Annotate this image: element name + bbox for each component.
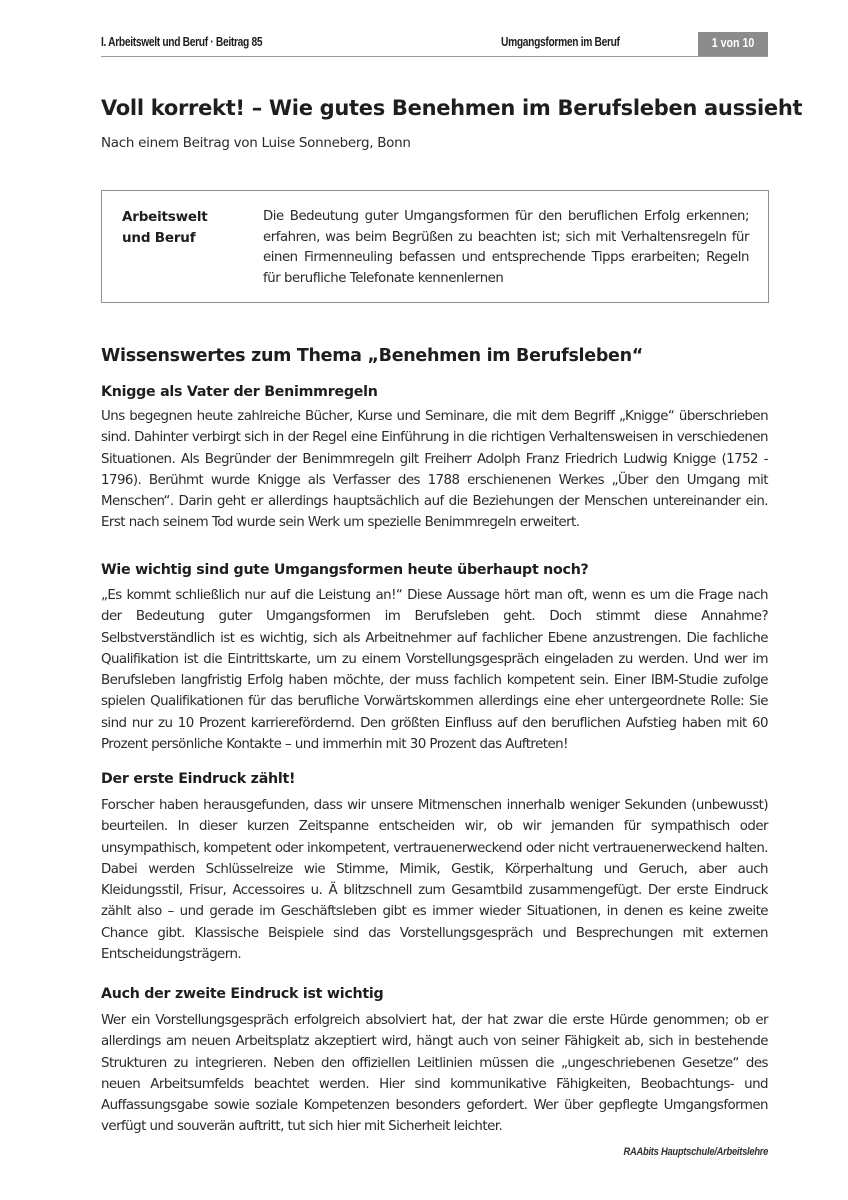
subsection-text-knigge: Uns begegnen heute zahlreiche Bücher, Kurse und Seminare, die mit dem Begriff „Knigge“ überschrieben sind. Dahinter verbirgt sich in der Regel eine Einführung in die richtigen Verhaltensweisen in verschiedenen Situationen. Als Begründer der Benimmregeln gilt Freiherr Adolph Franz Friedrich Ludwig Knigge (1752 - 1796). Berühmt wurde Knigge als Verfasser des 1788 erschienenen Werkes „Über den Umgang mit Menschen“. Darin geht er allerdings hauptsächlich auf die Beziehungen der Menschen untereinander ein. Erst nach seinem Tod wurde sein Werk um spezielle Benimmregeln erweitert. — [101, 409, 768, 531]
subsection-heading-knigge: Knigge als Vater der Benimmregeln — [101, 384, 378, 400]
footer-publisher: RAAbits Hauptschule/Arbeitslehre — [623, 1146, 768, 1158]
document-byline: Nach einem Beitrag von Luise Sonneberg, Bonn — [101, 135, 411, 151]
header-chapter: I. Arbeitswelt und Beruf · Beitrag 85 — [101, 35, 263, 49]
page-header — [101, 32, 768, 57]
page-indicator-badge — [698, 32, 768, 56]
subsection-text-importance: „Es kommt schließlich nur auf die Leistung an!“ Diese Aussage hört man oft, wenn es um die Frage nach der Bedeutung guter Umgangsformen im Berufsleben geht. Doch stimmt diese Annahme? Selbstverständlich ist es wichtig, sich als Arbeitnehmer auf fachlicher Ebene anzustrengen. Die fachliche Qualifikation ist die Eintrittskarte, um zu einem Vorstellungsgespräch eingeladen zu werden. Und wer im Berufsleben langfristig Erfolg haben möchte, der muss fachlich kompetent sein. Einer IBM-Studie zufolge spielen Qualifikationen für das berufliche Vorwärtskommen allerdings eine eher untergeordnete Rolle: Sie sind nur zu 10 Prozent karrierefördernd. Den größten Einfluss auf den beruflichen Aufstieg haben mit 60 Prozent persönliche Kontakte – und immerhin mit 30 Prozent das Auftreten! — [101, 588, 768, 753]
subsection-heading-importance: Wie wichtig sind gute Umgangsformen heute überhaupt noch? — [101, 562, 589, 578]
section-title: Wissenswertes zum Thema „Benehmen im Berufsleben“ — [101, 346, 643, 366]
document-title: Voll korrekt! – Wie gutes Benehmen im Berufsleben aussieht — [101, 96, 803, 120]
subsection-text-second-impression: Wer ein Vorstellungsgespräch erfolgreich absolviert hat, der hat zwar die erste Hürde genommen; ob er allerdings am neuen Arbeitsplatz akzeptiert wird, hängt auch von seiner Fähigkeit ab, sich in bestehende Strukturen zu integrieren. Neben den offiziellen Leitlinien müssen die „ungeschriebenen Gesetze“ des neuen Arbeitsumfelds beachtet werden. Hier sind kommunikative Fähigkeiten, Beobachtungs- und Auffassungsgabe sowie soziale Kompetenzen besonders gefordert. Wer über gepflegte Umgangsformen verfügt und souverän auftritt, tut sich hier mit Sicherheit leichter. — [101, 1013, 768, 1135]
subsection-heading-first-impression: Der erste Eindruck zählt! — [101, 771, 296, 787]
subsection-text-first-impression: Forscher haben herausgefunden, dass wir unsere Mitmenschen innerhalb weniger Sekunden (unbewusst) beurteilen. In dieser kurzen Zeitspanne entscheiden wir, ob wir jemanden für sympathisch oder unsympathisch, kompetent oder inkompetent, vertrauenerweckend oder nicht vertrauenerweckend halten. Dabei werden Schlüsselreize wie Stimme, Mimik, Gestik, Körperhaltung und Geruch, aber auch Kleidungsstil, Frisur, Accessoires u. Ä blitzschnell zum Gesamtbild zusammengefügt. Der erste Eindruck zählt also – und gerade im Geschäftsleben gibt es immer wieder Situationen, in denen es keine zweite Chance gibt. Klassische Beispiele sind das Vorstellungsgespräch und Besprechungen mit externen Entscheidungsträgern. — [101, 798, 768, 963]
info-box-text: Die Bedeutung guter Umgangsformen für den beruflichen Erfolg erkennen; erfahren, was beim Begrüßen zu beachten ist; sich mit Verhaltensregeln für einen Firmenneuling befassen und entsprechende Tipps erarbeiten; Regeln für berufliche Telefonate kennenlernen — [263, 209, 749, 286]
info-box — [101, 190, 769, 303]
page-indicator-text: 1 von 10 — [711, 36, 755, 50]
info-box-label: Arbeitswelt und Beruf — [122, 209, 208, 246]
header-topic: Umgangsformen im Beruf — [501, 35, 620, 49]
subsection-heading-second-impression: Auch der zweite Eindruck ist wichtig — [101, 986, 384, 1002]
